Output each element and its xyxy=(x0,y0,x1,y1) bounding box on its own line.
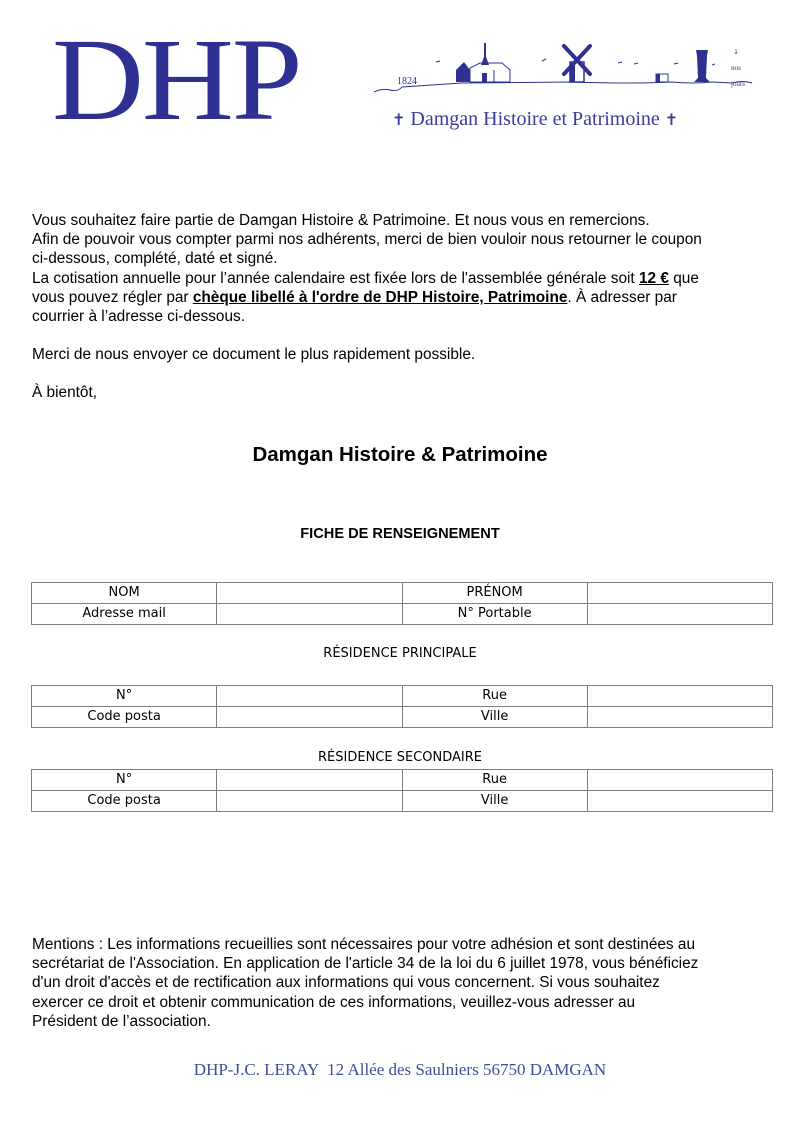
numero-field[interactable] xyxy=(217,686,402,707)
dhp-logo: DHP xyxy=(52,14,301,145)
label-numero: N° xyxy=(32,686,217,707)
year-start: 1824 xyxy=(397,76,417,87)
year-end-jours: jours xyxy=(731,80,745,88)
intro-paragraph xyxy=(32,211,792,326)
label-prenom: PRÉNOM xyxy=(402,583,587,604)
mentions-line: secrétariat de l'Association. En application de l'article 34 de la loi du 6 juillet 1978, vous bénéficiez xyxy=(32,955,699,973)
label-ville: Ville xyxy=(402,707,587,728)
rue-field[interactable] xyxy=(587,770,772,791)
residence-secondaire-table xyxy=(31,769,773,812)
payment-text: vous pouvez régler par xyxy=(32,288,193,306)
email-field[interactable] xyxy=(217,604,402,625)
ville-field[interactable] xyxy=(587,707,772,728)
mentions-line: exercer ce droit et obtenir communication de ces informations, veuillez-vous adresser au xyxy=(32,993,636,1011)
table-row xyxy=(32,770,773,791)
code-postal-field[interactable] xyxy=(217,791,402,812)
ville-field[interactable] xyxy=(587,791,772,812)
intro-line: courrier à l’adresse ci-dessous. xyxy=(32,308,245,326)
residence-principale-title: RÉSIDENCE PRINCIPALE xyxy=(323,646,477,661)
landscape-illustration xyxy=(372,40,762,100)
fee-amount: 12 € xyxy=(638,269,669,287)
cheque-payee: chèque libellé à l'ordre de DHP Histoire, Patrimoine xyxy=(192,288,568,306)
intro-line: Afin de pouvoir vous compter parmi nos adhérents, merci de bien vouloir nous retourner le coupon xyxy=(32,231,702,249)
intro-line: ci-dessous, complété, daté et signé. xyxy=(32,250,278,268)
send-request: Merci de nous envoyer ce document le plus rapidement possible. xyxy=(32,346,476,363)
intro-line xyxy=(32,269,792,288)
tagline xyxy=(392,108,678,131)
label-email: Adresse mail xyxy=(32,604,217,625)
fee-text: La cotisation annuelle pour l’année calendaire est fixée lors de l'assemblée générale soit xyxy=(32,269,639,287)
fee-text-suffix: que xyxy=(668,269,699,287)
label-numero: N° xyxy=(32,770,217,791)
table-row xyxy=(32,583,773,604)
numero-field[interactable] xyxy=(217,770,402,791)
label-rue: Rue xyxy=(402,770,587,791)
payment-text-suffix: . À adresser par xyxy=(567,288,677,306)
label-nom: NOM xyxy=(32,583,217,604)
ermine-cross-icon: ✝ xyxy=(392,112,406,129)
legal-mentions xyxy=(32,935,792,1031)
table-row xyxy=(32,604,773,625)
label-rue: Rue xyxy=(402,686,587,707)
table-row xyxy=(32,707,773,728)
intro-line xyxy=(32,288,792,307)
prenom-field[interactable] xyxy=(587,583,772,604)
form-title: FICHE DE RENSEIGNEMENT xyxy=(300,526,500,542)
mobile-field[interactable] xyxy=(587,604,772,625)
closing: À bientôt, xyxy=(32,384,98,401)
mentions-line: Mentions : Les informations recueillies sont nécessaires pour votre adhésion et sont destinées au xyxy=(32,936,696,953)
organization-title: Damgan Histoire & Patrimoine xyxy=(252,443,548,466)
label-ville: Ville xyxy=(402,791,587,812)
year-end-a: à xyxy=(734,48,738,56)
table-row xyxy=(32,686,773,707)
label-code-postal: Code posta xyxy=(32,707,217,728)
label-mobile: N° Portable xyxy=(402,604,587,625)
mentions-line: d'un droit d'accès et de rectification aux informations qui vous concernent. Si vous souhaitez xyxy=(32,974,660,992)
footer-address: DHP-J.C. LERAY 12 Allée des Saulniers 56750 DAMGAN xyxy=(193,1060,607,1079)
residence-principale-table xyxy=(31,685,773,728)
tagline-text: Damgan Histoire et Patrimoine xyxy=(410,108,660,130)
mentions-line: Président de l’association. xyxy=(32,1012,211,1030)
table-row xyxy=(32,791,773,812)
label-code-postal: Code posta xyxy=(32,791,217,812)
residence-secondaire-title: RÉSIDENCE SECONDAIRE xyxy=(318,750,482,765)
ermine-cross-icon: ✝ xyxy=(664,112,679,129)
year-end-nos: nos xyxy=(731,64,741,72)
code-postal-field[interactable] xyxy=(217,707,402,728)
identity-table xyxy=(31,582,773,625)
nom-field[interactable] xyxy=(217,583,402,604)
rue-field[interactable] xyxy=(587,686,772,707)
intro-line: Vous souhaitez faire partie de Damgan Histoire & Patrimoine. Et nous vous en remercions. xyxy=(32,212,650,229)
